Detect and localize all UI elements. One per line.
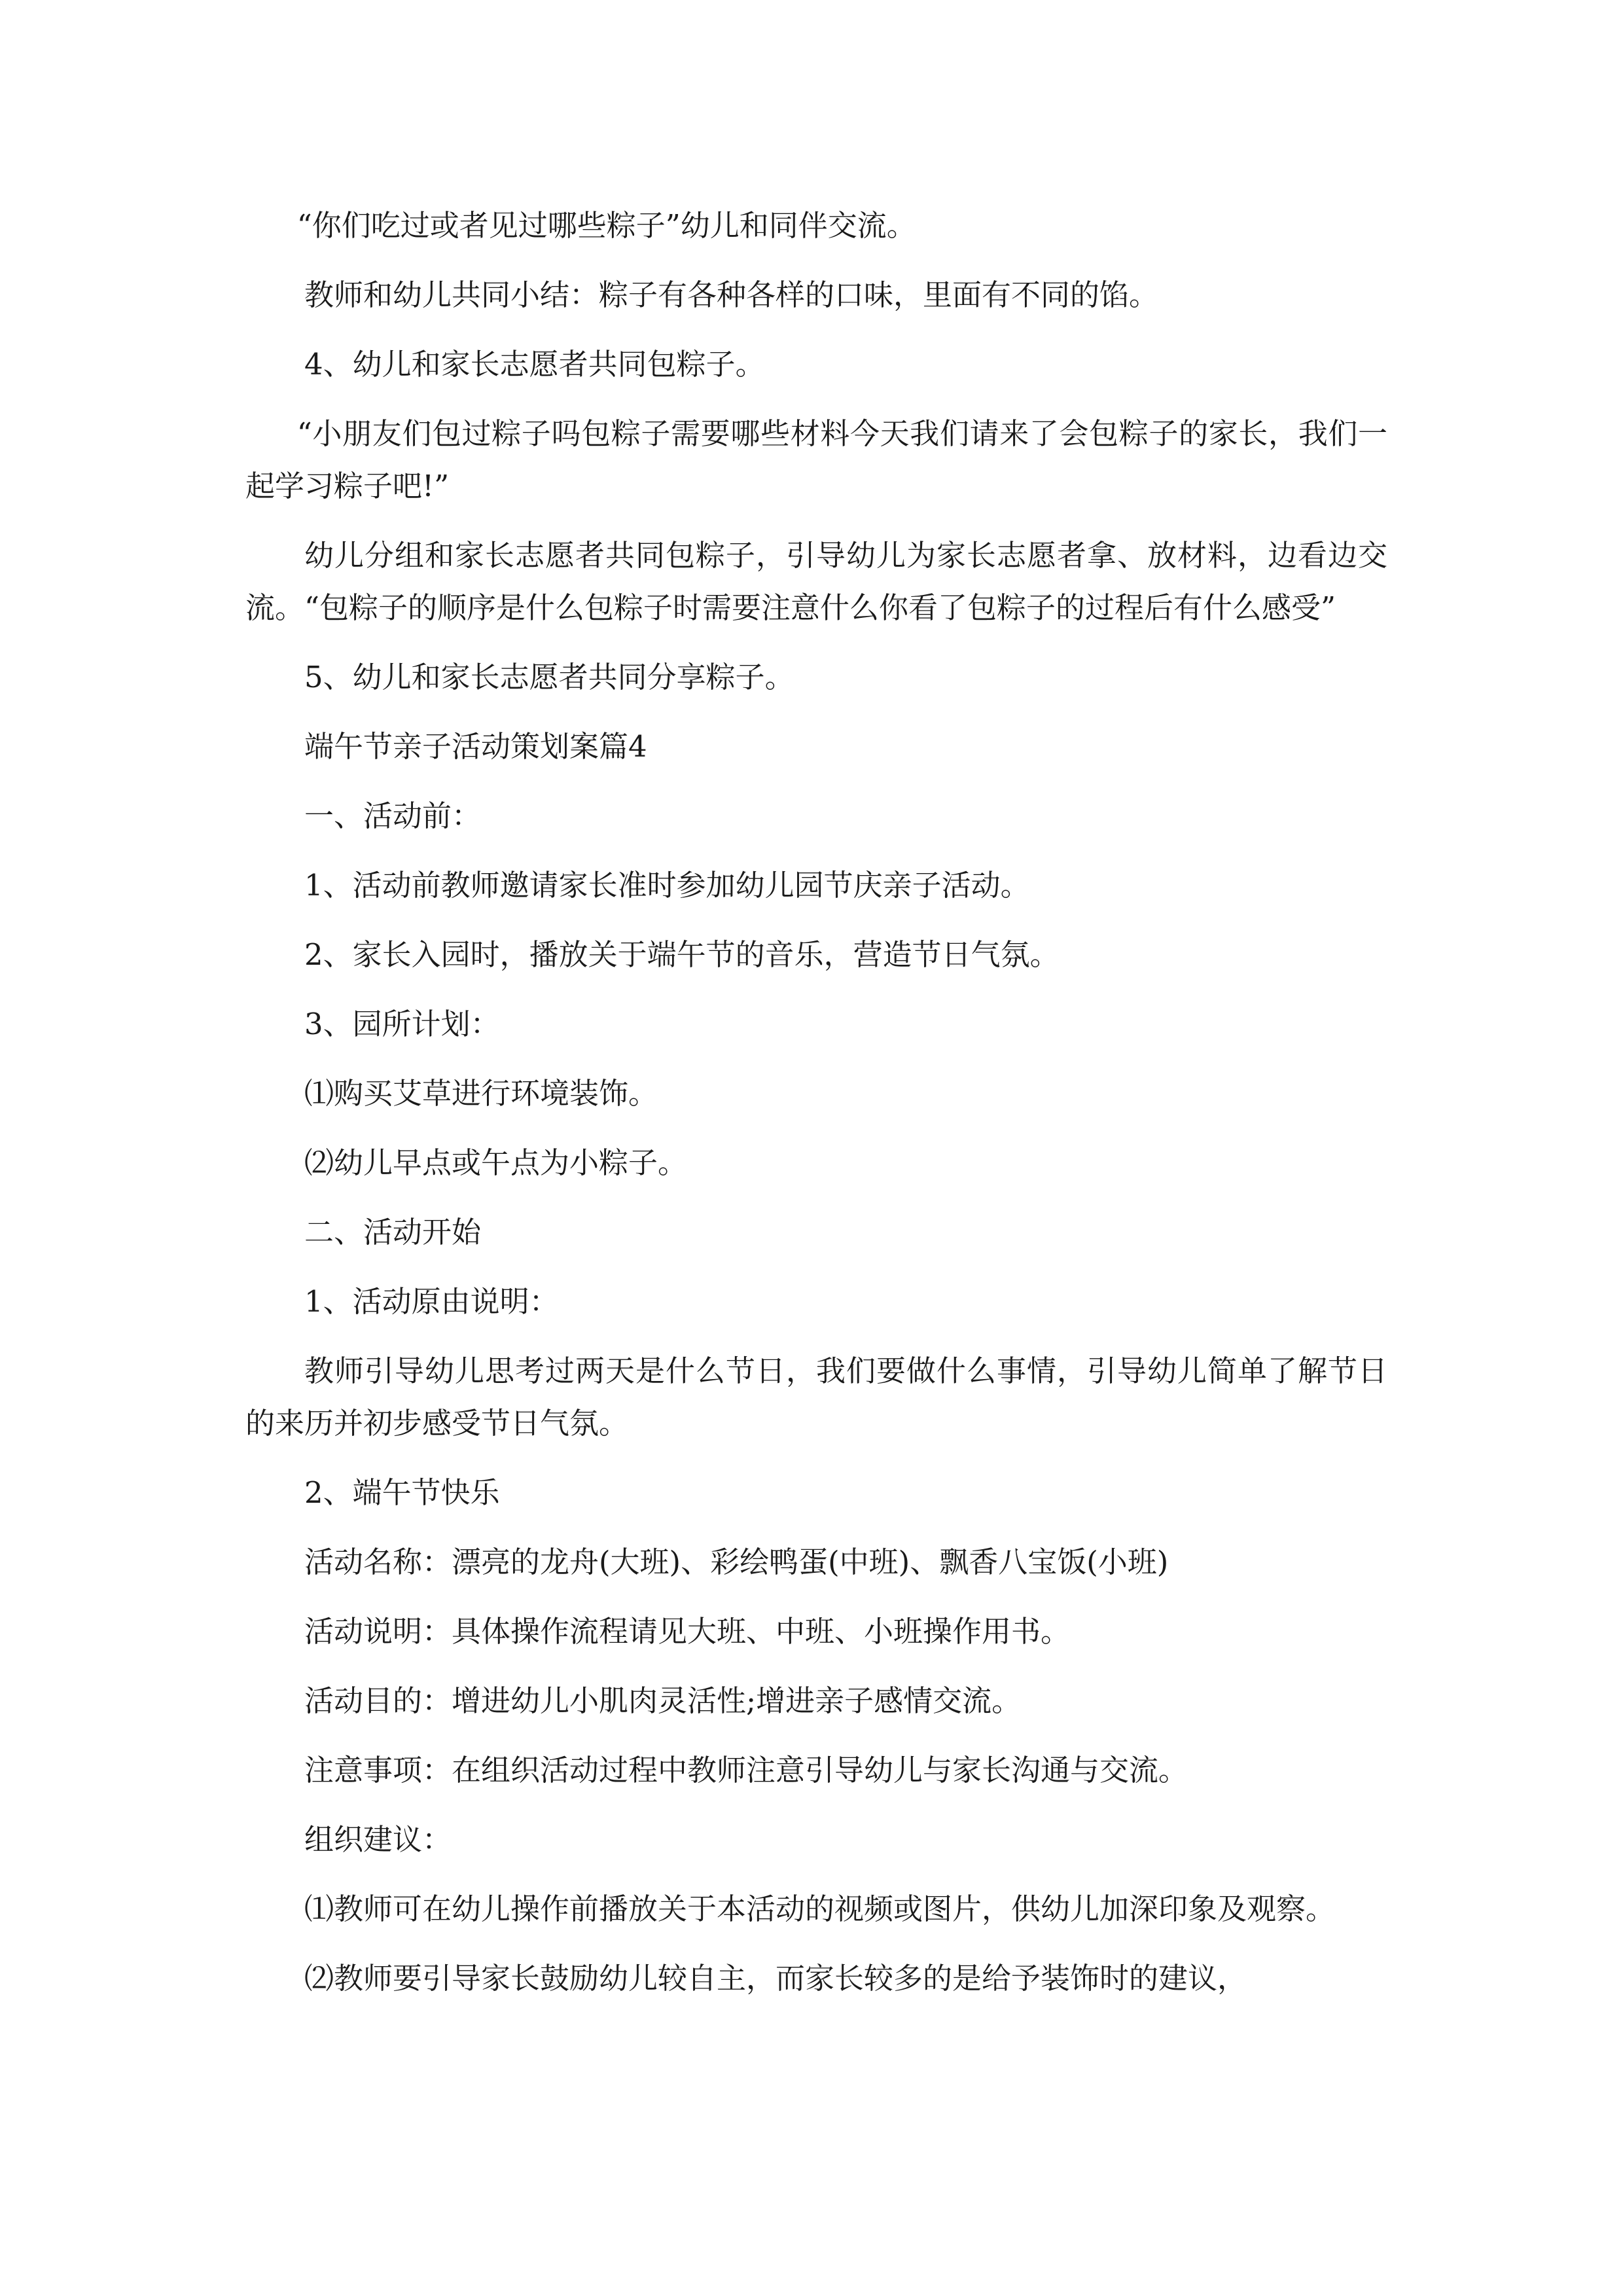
paragraph: 2、家长入园时，播放关于端午节的音乐，营造节日气氛。 — [304, 937, 1060, 972]
paragraph: ⑵幼儿早点或午点为小粽子。 — [304, 1145, 688, 1180]
paragraph: 1、活动前教师邀请家长准时参加幼儿园节庆亲子活动。 — [304, 868, 1030, 903]
document-body — [245, 200, 1387, 2022]
paragraph: 3、园所计划： — [304, 1007, 500, 1041]
paragraph: ⑴购买艾草进行环境装饰。 — [304, 1076, 658, 1111]
paragraph: 4、幼儿和家长志愿者共同包粽子。 — [304, 347, 765, 382]
paragraph: ⑴教师可在幼儿操作前播放关于本活动的视频或图片，供幼儿加深印象及观察。 — [304, 1892, 1336, 1926]
paragraph: 1、活动原由说明： — [304, 1284, 559, 1319]
paragraph: 活动说明：具体操作流程请见大班、中班、小班操作用书。 — [304, 1614, 1071, 1649]
paragraph: “小朋友们包过粽子吗包粽子需要哪些材料今天我们请来了会包粽子的家长，我们一起学习粽子吧!” — [245, 416, 1387, 503]
paragraph: 教师和幼儿共同小结：粽子有各种各样的口味，里面有不同的馅。 — [304, 278, 1159, 312]
paragraph: 活动名称：漂亮的龙舟(大班)、彩绘鸭蛋(中班)、飘香八宝饭(小班) — [304, 1545, 1169, 1579]
paragraph: 注意事项：在组织活动过程中教师注意引导幼儿与家长沟通与交流。 — [304, 1753, 1188, 1787]
paragraph: 幼儿分组和家长志愿者共同包粽子，引导幼儿为家长志愿者拿、放材料，边看边交流。“包粽子的顺序是什么包粽子时需要注意什么你看了包粽子的过程后有什么感受” — [245, 538, 1387, 625]
paragraph: “你们吃过或者见过哪些粽子”幼儿和同伴交流。 — [296, 208, 916, 243]
paragraph: ⑵教师要引导家长鼓励幼儿较自主，而家长较多的是给予装饰时的建议， — [304, 1961, 1247, 1996]
paragraph: 组织建议： — [304, 1822, 452, 1857]
paragraph: 活动目的：增进幼儿小肌肉灵活性;增进亲子感情交流。 — [304, 1683, 1022, 1718]
paragraph: 一、活动前： — [304, 798, 482, 833]
paragraph: 二、活动开始 — [304, 1215, 482, 1249]
section-heading: 端午节亲子活动策划案篇4 — [304, 729, 647, 764]
paragraph: 教师引导幼儿思考过两天是什么节日，我们要做什么事情，引导幼儿简单了解节日的来历并初步感受节日气氛。 — [245, 1354, 1387, 1441]
paragraph: 5、幼儿和家长志愿者共同分享粽子。 — [304, 660, 794, 694]
paragraph: 2、端午节快乐 — [304, 1475, 500, 1510]
